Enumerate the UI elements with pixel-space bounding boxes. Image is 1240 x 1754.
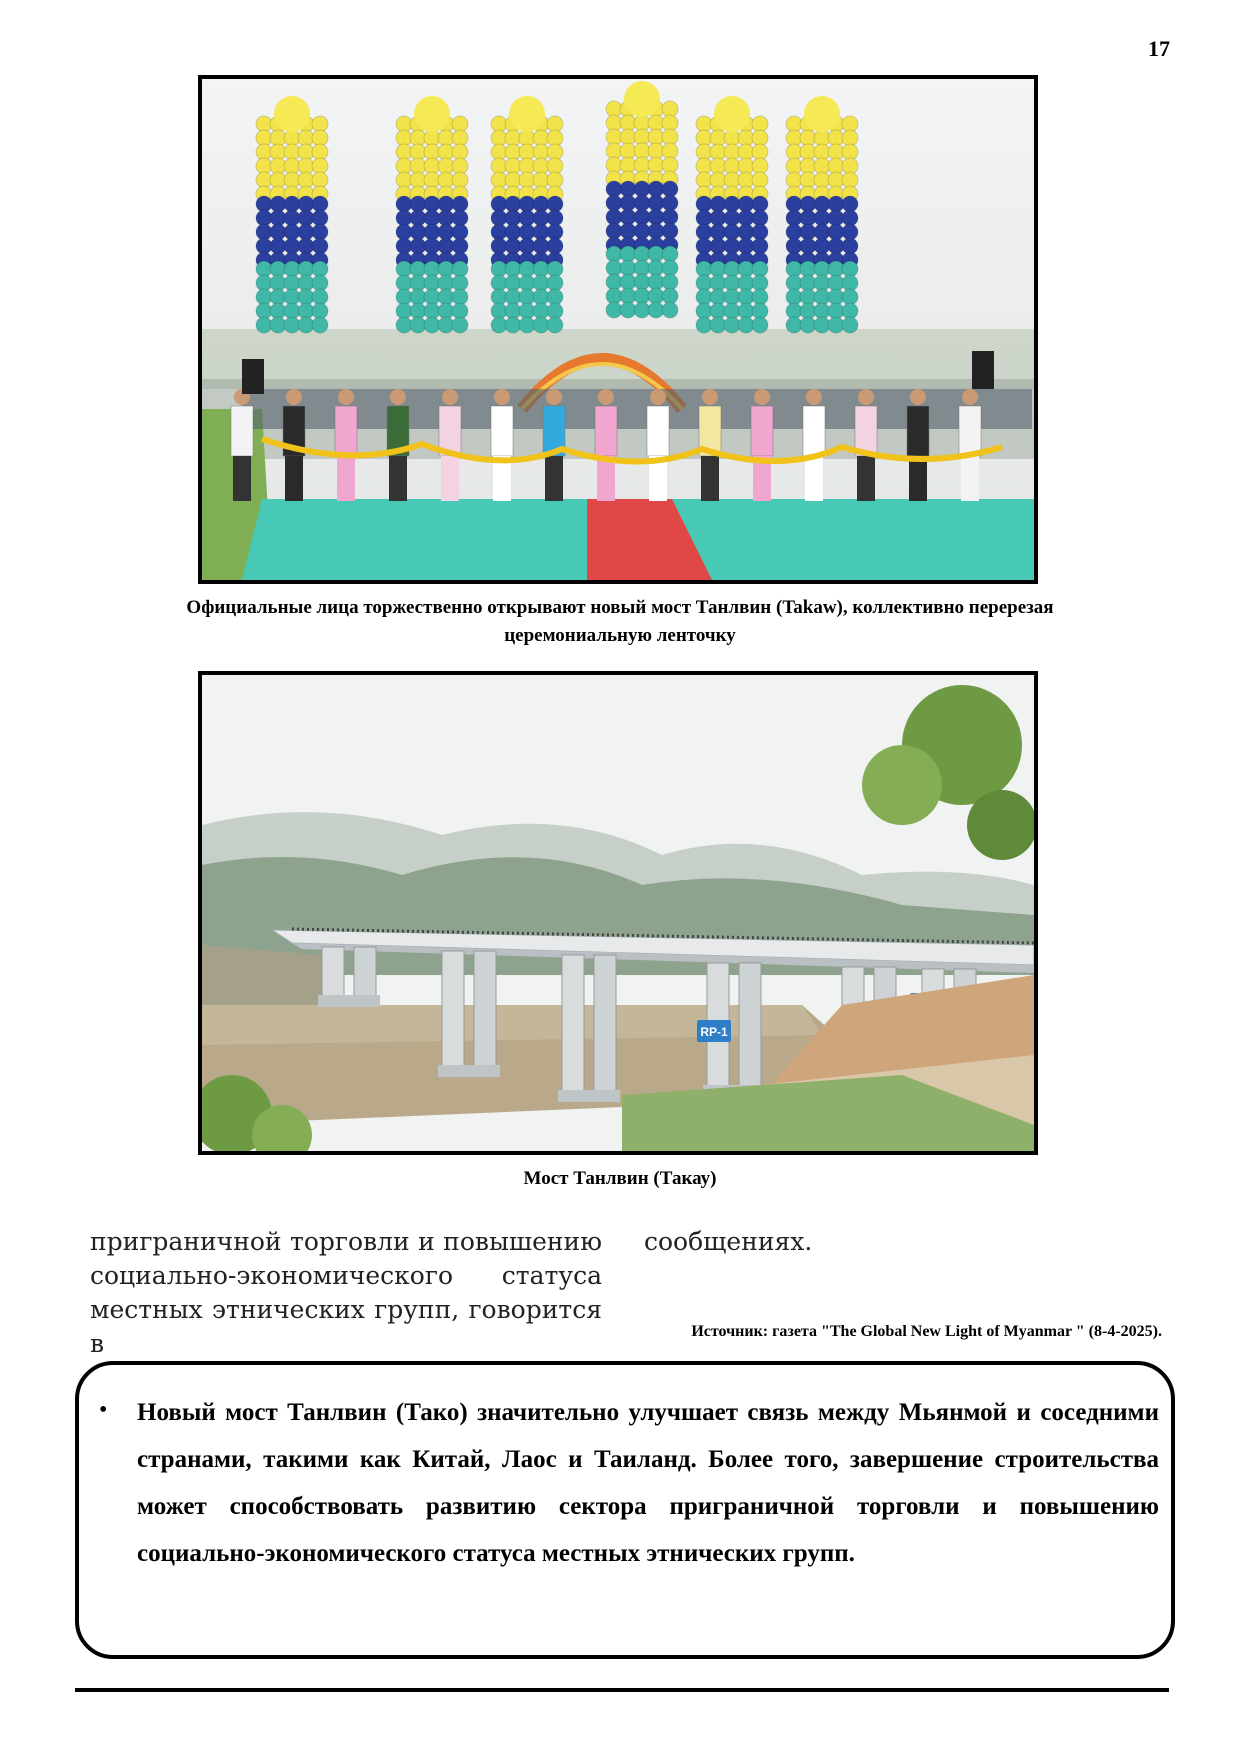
balloon-column: [696, 96, 768, 333]
person: [959, 389, 981, 501]
balloon-column: [256, 96, 328, 333]
person: [231, 389, 253, 501]
bridge-photo: [198, 671, 1038, 1155]
source-note: Источник: газета "The Global New Light of Myanmar " (8-4-2025).: [691, 1323, 1162, 1340]
balloon-column: [606, 81, 678, 318]
body-text-right-column: сообщениях.: [644, 1227, 813, 1256]
person: [387, 389, 409, 501]
person: [855, 389, 877, 501]
ceremony-photo: [198, 75, 1038, 584]
pier-label-rp1: RP-1: [700, 1025, 728, 1039]
bridge-illustration: [202, 675, 1034, 1151]
balloon-column: [786, 96, 858, 333]
person: [699, 389, 721, 501]
person: [491, 389, 513, 501]
person: [439, 389, 461, 501]
bridge-caption: Мост Танлвин (Такау): [523, 1168, 717, 1189]
person: [751, 389, 773, 501]
body-text-left-column: приграничной торговли и повышению социально-экономического статуса местных этнических групп, говорится в: [90, 1227, 602, 1358]
person: [335, 389, 357, 501]
bullet-icon: •: [99, 1397, 108, 1423]
ceremony-caption: Официальные лица торжественно открывают новый мост Танлвин (Takaw), коллективно перерезая церемониальную ленточку: [186, 597, 1054, 646]
footer-rule: [75, 1688, 1169, 1692]
person: [907, 389, 929, 501]
people-row: [231, 389, 981, 501]
person: [595, 389, 617, 501]
page-number: 17: [1148, 36, 1170, 61]
balloon-column: [396, 96, 468, 333]
balloon-column: [491, 96, 563, 333]
person: [647, 389, 669, 501]
person: [543, 389, 565, 501]
summary-box: [75, 1361, 1175, 1659]
summary-text: Новый мост Танлвин (Тако) значительно улучшает связь между Мьянмой и соседними странами, такими как Китай, Лаос и Таиланд. Более того, завершение строительства может способствовать развитию сектора приграничной торговли и повышению социально-экономического статуса местных этнических групп.: [137, 1399, 1159, 1567]
ceremony-illustration: [202, 79, 1034, 580]
person: [803, 389, 825, 501]
